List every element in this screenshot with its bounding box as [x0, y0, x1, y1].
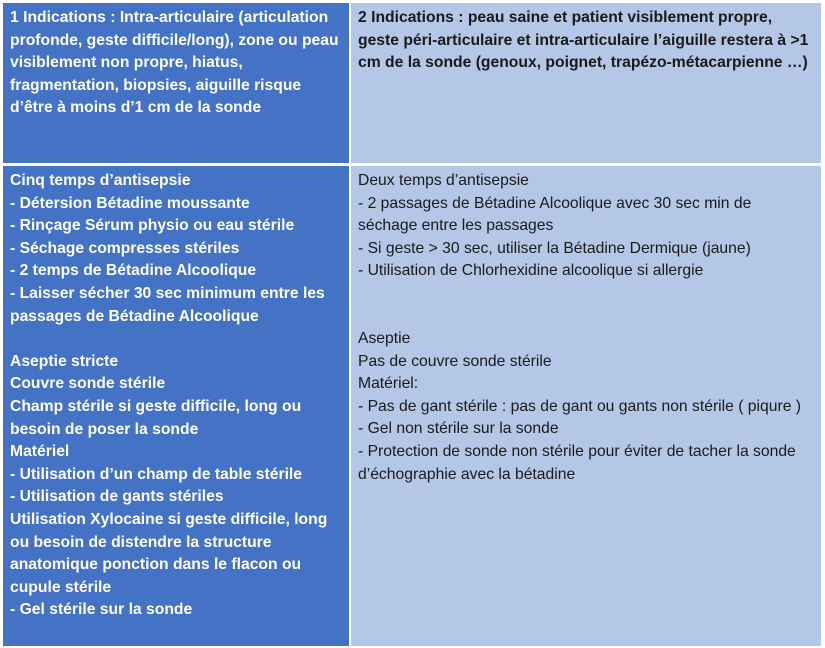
left-gel-text: - Gel stérile sur la sonde	[10, 601, 193, 619]
left-material-item: - Utilisation d’un champ de table stérile	[10, 465, 303, 483]
body-cell-right	[351, 166, 821, 646]
header-cell-indications-1	[3, 3, 349, 163]
right-antisepsis-item: - Utilisation de Chlorhexidine alcoolique si allergie	[358, 262, 704, 280]
left-material-title: Matériel	[10, 443, 70, 461]
left-antisepsis-item: - 2 temps de Bétadine Alcoolique	[10, 262, 257, 280]
protocol-table	[3, 3, 821, 646]
left-asepsis-line: Champ stérile si geste difficile, long ou besoin de poser la sonde	[10, 397, 302, 438]
right-asepsis-title: Aseptie	[358, 329, 411, 347]
right-antisepsis-item: - 2 passages de Bétadine Alcoolique avec 30 sec min de séchage entre les passages	[358, 194, 752, 235]
spacer	[10, 328, 341, 351]
left-material-item: - Utilisation de gants stériles	[10, 488, 224, 506]
right-asepsis-line: Pas de couvre sonde stérile	[358, 352, 552, 370]
right-material-item: - Pas de gant stérile : pas de gant ou gants non stérile ( piqure )	[358, 397, 801, 415]
right-material-title: Matériel:	[358, 375, 419, 393]
left-xylocaine-text: Utilisation Xylocaine si geste difficile, long ou besoin de distendre la structure anatomique ponction dans le flacon ou cupule stérile	[10, 510, 328, 596]
left-asepsis-line: Couvre sonde stérile	[10, 375, 166, 393]
header-left-text: 1 Indications : Intra-articulaire (articulation profonde, geste difficile/long), zone ou peau visiblement non propre, hiatus, fragmentation, biopsies, aiguille risque d’être à moins d’1 cm de la sonde	[10, 9, 339, 117]
left-antisepsis-item: - Détersion Bétadine moussante	[10, 194, 250, 212]
left-asepsis-title: Aseptie stricte	[10, 352, 119, 370]
body-cell-left	[3, 166, 349, 646]
right-antisepsis-title: Deux temps d’antisepsie	[358, 172, 529, 189]
left-antisepsis-item: - Laisser sécher 30 sec minimum entre les passages de Bétadine Alcoolique	[10, 284, 325, 325]
header-cell-indications-2	[351, 3, 821, 163]
right-material-item: - Gel non stérile sur la sonde	[358, 420, 559, 438]
right-antisepsis-item: - Si geste > 30 sec, utiliser la Bétadine Dermique (jaune)	[358, 239, 751, 257]
left-antisepsis-item: - Séchage compresses stériles	[10, 239, 240, 257]
right-material-item: - Protection de sonde non stérile pour éviter de tacher la sonde d’échographie avec la bétadine	[358, 442, 796, 483]
left-antisepsis-title: Cinq temps d’antisepsie	[10, 172, 191, 189]
header-right-text: 2 Indications : peau saine et patient visiblement propre, geste péri-articulaire et intra-articulaire l’aiguille restera à >1 cm de la sonde (genoux, poignet, trapézo-métacarpienne …)	[358, 9, 809, 72]
spacer	[358, 283, 813, 328]
left-antisepsis-item: - Rinçage Sérum physio ou eau stérile	[10, 217, 295, 235]
